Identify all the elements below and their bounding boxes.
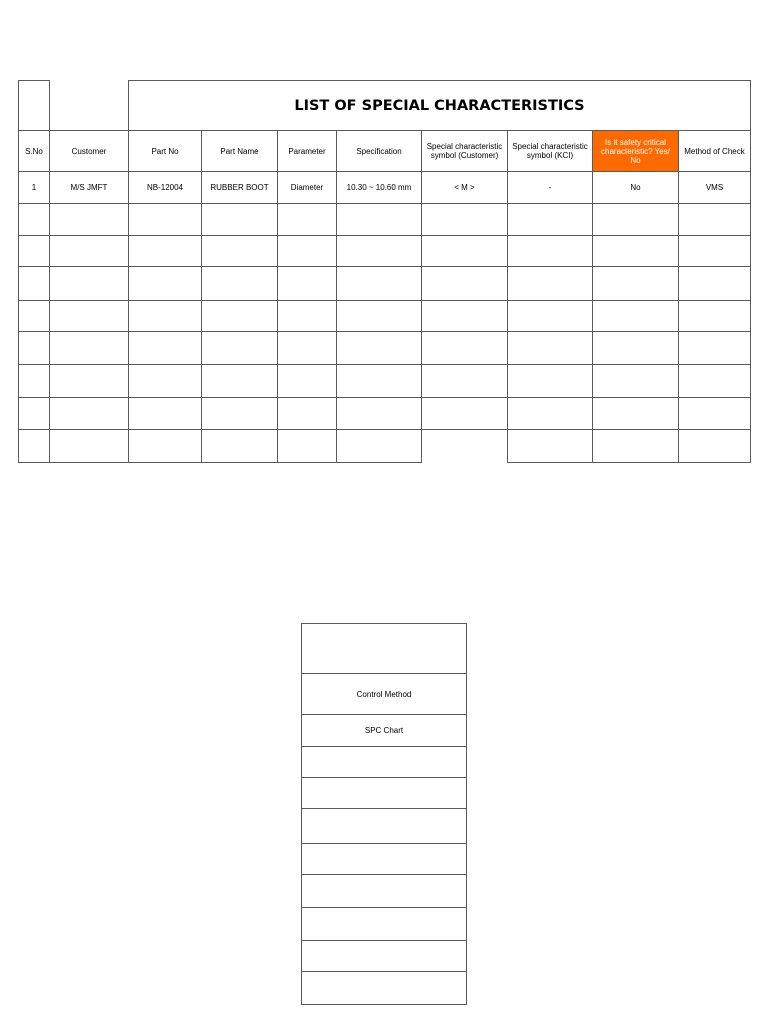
side-empty-cell-4 (301, 777, 467, 809)
row-1-customer: M/S JMFT (49, 171, 129, 204)
empty-row-5-symbol-customer (421, 300, 508, 332)
empty-row-2-symbol-customer (421, 203, 508, 236)
empty-row-7-symbol-kci (507, 364, 593, 398)
empty-row-3-symbol-kci (507, 235, 593, 267)
empty-row-7-method-of-check (678, 364, 751, 398)
empty-row-6-symbol-customer (421, 331, 508, 365)
empty-row-5-specification (336, 300, 422, 332)
side-empty-cell-6 (301, 843, 467, 875)
empty-row-8-parameter (277, 397, 337, 430)
empty-row-9-parameter (277, 429, 337, 463)
header-customer: Customer (49, 130, 129, 172)
header-safety-critical: Is it safety critical characteristic? Yes/ No (592, 130, 679, 172)
side-empty-cell-5 (301, 808, 467, 844)
empty-row-3-method-of-check (678, 235, 751, 267)
row-1-safety-critical: No (592, 171, 679, 204)
row-1-symbol-kci: - (507, 171, 593, 204)
empty-row-7-part-no (128, 364, 202, 398)
header-part-no: Part No (128, 130, 202, 172)
header-part-name: Part Name (201, 130, 278, 172)
empty-row-7-part-name (201, 364, 278, 398)
empty-row-9-method-of-check (678, 429, 751, 463)
empty-row-5-symbol-kci (507, 300, 593, 332)
empty-row-6-method-of-check (678, 331, 751, 365)
empty-row-7-symbol-customer (421, 364, 508, 398)
empty-row-9-part-name (201, 429, 278, 463)
empty-row-7-sno (18, 364, 50, 398)
empty-row-5-sno (18, 300, 50, 332)
side-empty-cell-9 (301, 940, 467, 972)
side-empty-cell-3 (301, 746, 467, 778)
empty-row-5-safety-critical (592, 300, 679, 332)
empty-row-8-symbol-kci (507, 397, 593, 430)
row-1-part-no: NB-12004 (128, 171, 202, 204)
side-empty-cell-0 (301, 623, 467, 674)
empty-row-4-sno (18, 266, 50, 301)
row-1-sno: 1 (18, 171, 50, 204)
empty-row-5-method-of-check (678, 300, 751, 332)
empty-row-2-safety-critical (592, 203, 679, 236)
header-symbol-kci: Special characteristic symbol (KCI) (507, 130, 593, 172)
row-1-method-of-check: VMS (678, 171, 751, 204)
empty-row-6-part-name (201, 331, 278, 365)
empty-row-4-part-no (128, 266, 202, 301)
row-1-parameter: Diameter (277, 171, 337, 204)
header-symbol-customer: Special characteristic symbol (Customer) (421, 130, 508, 172)
empty-row-8-symbol-customer (421, 397, 508, 430)
side-empty-cell-10 (301, 971, 467, 1005)
row-1-specification: 10.30 ~ 10.60 mm (336, 171, 422, 204)
empty-row-3-sno (18, 235, 50, 267)
empty-row-5-customer (49, 300, 129, 332)
empty-row-4-symbol-customer (421, 266, 508, 301)
empty-row-2-sno (18, 203, 50, 236)
side-header-control-method: Control Method (301, 673, 467, 715)
empty-row-7-customer (49, 364, 129, 398)
empty-row-9-sno (18, 429, 50, 463)
empty-row-4-parameter (277, 266, 337, 301)
empty-row-3-part-name (201, 235, 278, 267)
empty-row-4-customer (49, 266, 129, 301)
header-specification: Specification (336, 130, 422, 172)
empty-row-2-part-no (128, 203, 202, 236)
empty-row-2-symbol-kci (507, 203, 593, 236)
empty-row-7-specification (336, 364, 422, 398)
empty-row-6-specification (336, 331, 422, 365)
empty-row-4-safety-critical (592, 266, 679, 301)
empty-row-6-part-no (128, 331, 202, 365)
empty-row-5-parameter (277, 300, 337, 332)
empty-row-2-part-name (201, 203, 278, 236)
empty-row-3-parameter (277, 235, 337, 267)
header-sno: S.No (18, 130, 50, 172)
empty-row-8-safety-critical (592, 397, 679, 430)
side-row-spc-chart: SPC Chart (301, 714, 467, 747)
empty-row-9-part-no (128, 429, 202, 463)
empty-row-2-customer (49, 203, 129, 236)
empty-row-3-part-no (128, 235, 202, 267)
empty-row-5-part-no (128, 300, 202, 332)
empty-row-9-specification (336, 429, 422, 463)
empty-row-8-sno (18, 397, 50, 430)
empty-row-4-method-of-check (678, 266, 751, 301)
empty-row-6-sno (18, 331, 50, 365)
page-title: LIST OF SPECIAL CHARACTERISTICS (128, 80, 751, 131)
empty-row-8-customer (49, 397, 129, 430)
empty-row-9-customer (49, 429, 129, 463)
empty-row-2-method-of-check (678, 203, 751, 236)
empty-row-7-parameter (277, 364, 337, 398)
empty-row-5-part-name (201, 300, 278, 332)
empty-row-4-specification (336, 266, 422, 301)
empty-row-3-specification (336, 235, 422, 267)
row-1-part-name: RUBBER BOOT (201, 171, 278, 204)
side-empty-cell-7 (301, 874, 467, 908)
empty-row-4-symbol-kci (507, 266, 593, 301)
empty-row-9-safety-critical (592, 429, 679, 463)
title-blank-cell (18, 80, 50, 131)
empty-row-8-part-name (201, 397, 278, 430)
empty-row-2-specification (336, 203, 422, 236)
empty-row-3-safety-critical (592, 235, 679, 267)
empty-row-6-safety-critical (592, 331, 679, 365)
empty-row-8-specification (336, 397, 422, 430)
row-1-symbol-customer: < M > (421, 171, 508, 204)
empty-row-9-symbol-kci (507, 429, 593, 463)
side-empty-cell-8 (301, 907, 467, 941)
empty-row-7-safety-critical (592, 364, 679, 398)
empty-row-3-symbol-customer (421, 235, 508, 267)
header-parameter: Parameter (277, 130, 337, 172)
empty-row-2-parameter (277, 203, 337, 236)
empty-row-4-part-name (201, 266, 278, 301)
header-method-of-check: Method of Check (678, 130, 751, 172)
empty-row-8-method-of-check (678, 397, 751, 430)
empty-row-6-symbol-kci (507, 331, 593, 365)
empty-row-8-part-no (128, 397, 202, 430)
empty-row-6-parameter (277, 331, 337, 365)
empty-row-6-customer (49, 331, 129, 365)
empty-row-3-customer (49, 235, 129, 267)
